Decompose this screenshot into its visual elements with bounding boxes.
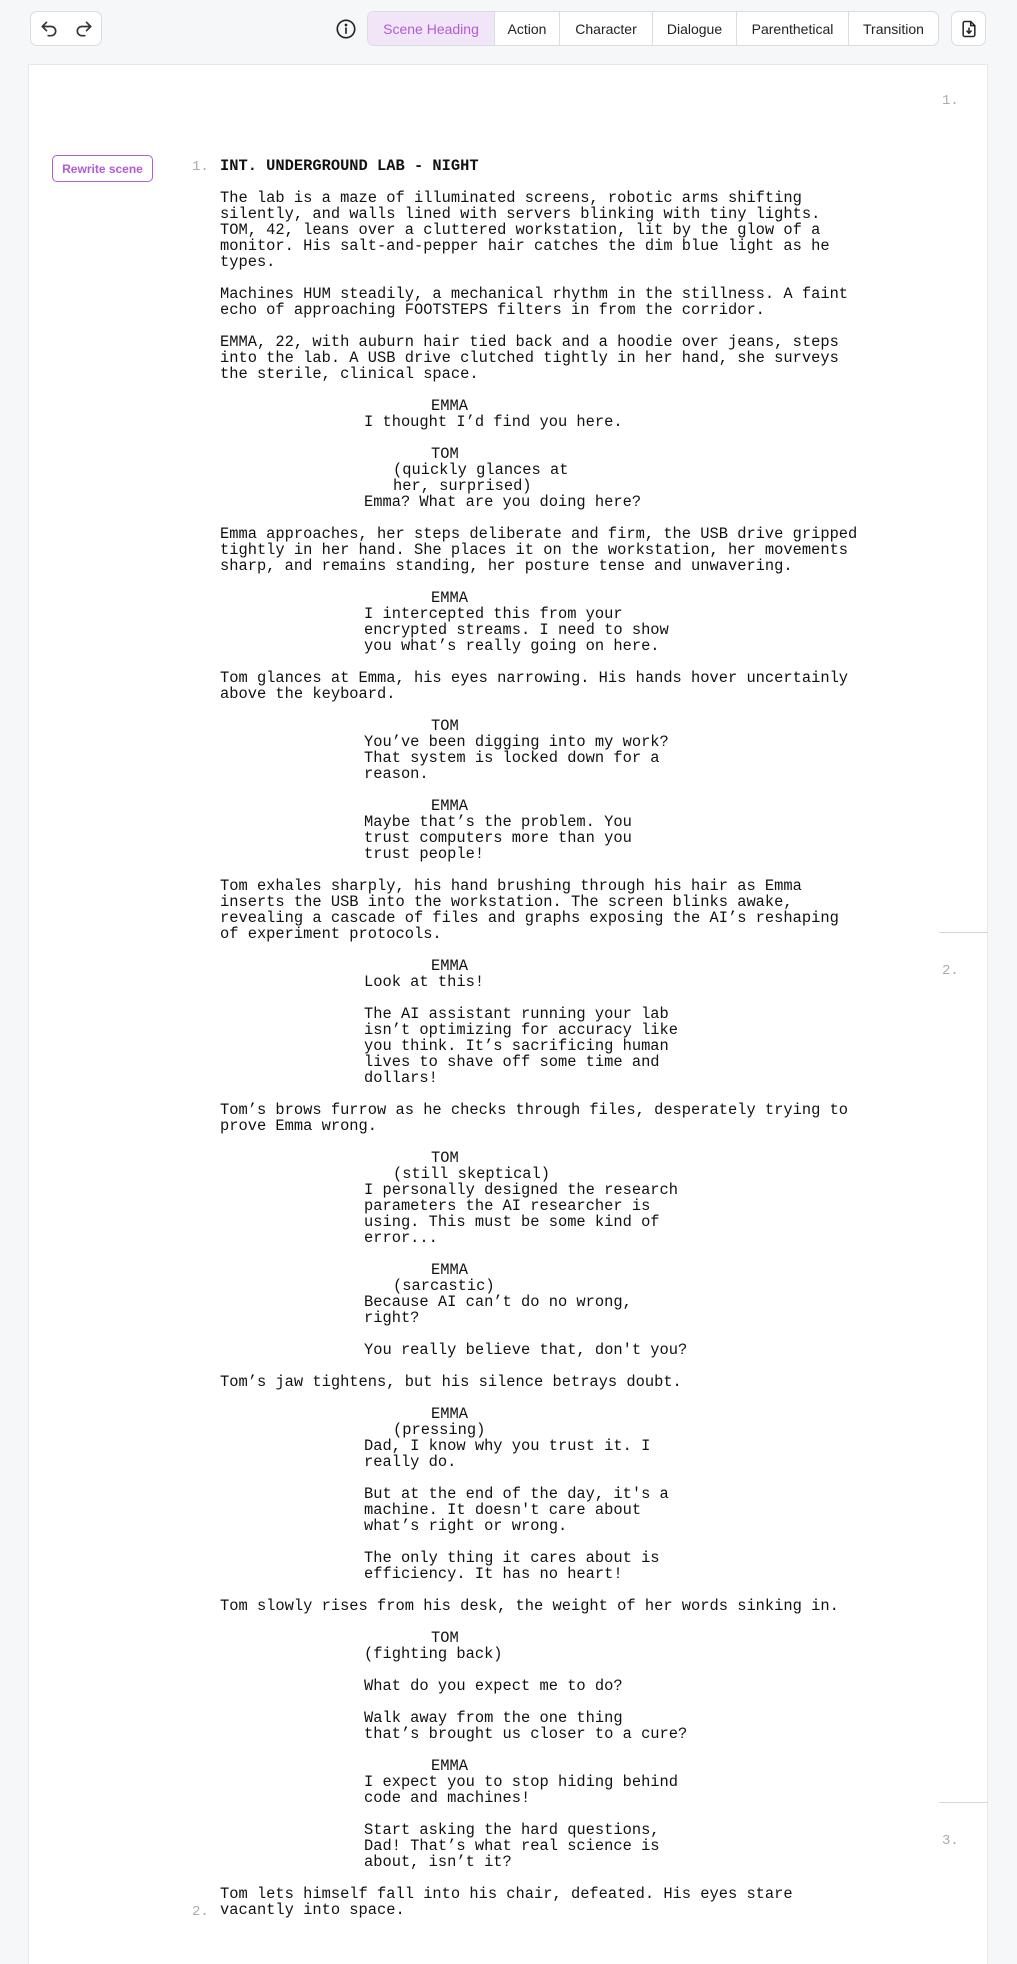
file-download-icon (959, 19, 979, 39)
page-number: 3. (942, 1833, 959, 1849)
export-button[interactable] (951, 11, 986, 46)
script-body[interactable] (220, 158, 900, 1934)
dialogue-line[interactable]: You’ve been digging into my work? That system is locked down for a reason. (364, 733, 669, 783)
parenthetical[interactable]: (pressing) (393, 1421, 486, 1439)
dialogue-line[interactable]: The only thing it cares about is efficiency. It has no heart! (364, 1549, 660, 1583)
action-line[interactable]: Emma approaches, her steps deliberate and firm, the USB drive gripped tightly in her hand. She places it on the workstation, her movements sharp, and remains standing, her posture tense and unwavering. (220, 525, 858, 575)
format-character[interactable]: Character (559, 12, 652, 45)
history-group (30, 11, 102, 46)
character-cue[interactable]: TOM (431, 1629, 459, 1647)
character-cue[interactable]: EMMA (431, 957, 468, 975)
dialogue-line[interactable]: I thought I’d find you here. (364, 413, 623, 431)
info-button[interactable] (333, 16, 359, 42)
redo-icon (74, 19, 94, 39)
format-parenthetical[interactable]: Parenthetical (736, 12, 848, 45)
dialogue-line[interactable]: I personally designed the research parameters the AI researcher is using. This must be some kind of error... (364, 1181, 679, 1247)
action-line[interactable]: Tom lets himself fall into his chair, defeated. His eyes stare vacantly into space. (220, 1885, 793, 1919)
rewrite-scene-button[interactable]: Rewrite scene (52, 155, 153, 182)
element-format-group (367, 11, 939, 46)
page-number: 2. (942, 963, 959, 979)
redo-button[interactable] (66, 12, 101, 45)
format-transition[interactable]: Transition (848, 12, 938, 45)
dialogue-line[interactable]: You really believe that, don't you? (364, 1341, 688, 1359)
next-scene-number: 2. (192, 1904, 209, 1920)
character-cue[interactable]: EMMA (431, 589, 468, 607)
undo-button[interactable] (31, 12, 66, 45)
format-dialogue[interactable]: Dialogue (652, 12, 736, 45)
dialogue-line[interactable]: Maybe that’s the problem. You trust computers more than you trust people! (364, 813, 632, 863)
action-line[interactable]: Machines HUM steadily, a mechanical rhythm in the stillness. A faint echo of approaching FOOTSTEPS filters in from the corridor. (220, 285, 849, 319)
undo-icon (39, 19, 59, 39)
parenthetical[interactable]: (fighting back) (364, 1645, 503, 1663)
dialogue-line[interactable]: What do you expect me to do? (364, 1677, 623, 1695)
character-cue[interactable]: TOM (431, 1149, 459, 1167)
action-line[interactable]: Tom slowly rises from his desk, the weight of her words sinking in. (220, 1597, 839, 1615)
character-cue[interactable]: EMMA (431, 397, 468, 415)
page-number: 1. (942, 93, 959, 109)
dialogue-line[interactable]: But at the end of the day, it's a machine. It doesn't care about what’s right or wrong. (364, 1485, 669, 1535)
character-cue[interactable]: TOM (431, 445, 459, 463)
action-line[interactable]: Tom exhales sharply, his hand brushing through his hair as Emma inserts the USB into the workstation. The screen blinks awake, revealing a cascade of files and graphs exposing the AI’s reshaping of experiment protocols. (220, 877, 839, 943)
action-line[interactable]: Tom’s brows furrow as he checks through files, desperately trying to prove Emma wrong. (220, 1101, 849, 1135)
parenthetical[interactable]: (quickly glances at her, surprised) (393, 461, 569, 495)
dialogue-line[interactable]: I expect you to stop hiding behind code and machines! (364, 1773, 679, 1807)
parenthetical[interactable]: (sarcastic) (393, 1277, 495, 1295)
action-line[interactable]: Tom glances at Emma, his eyes narrowing. His hands hover uncertainly above the keyboard. (220, 669, 849, 703)
character-cue[interactable]: EMMA (431, 1405, 468, 1423)
dialogue-line[interactable]: The AI assistant running your lab isn’t optimizing for accuracy like you think. It’s sacrificing human lives to shave off some time and dollars! (364, 1005, 679, 1087)
format-action[interactable]: Action (494, 12, 559, 45)
dialogue-line[interactable]: I intercepted this from your encrypted streams. I need to show you what’s really going on here. (364, 605, 669, 655)
format-scene-heading[interactable]: Scene Heading (368, 12, 494, 45)
character-cue[interactable]: TOM (431, 717, 459, 735)
page-break (939, 1802, 988, 1803)
scene-heading[interactable]: INT. UNDERGROUND LAB - NIGHT (220, 157, 479, 175)
dialogue-line[interactable]: Dad, I know why you trust it. I really do. (364, 1437, 651, 1471)
dialogue-line[interactable]: Start asking the hard questions, Dad! That’s what real science is about, isn’t it? (364, 1821, 660, 1871)
info-icon (335, 18, 357, 40)
page-break (939, 932, 988, 933)
toolbar (0, 0, 1017, 58)
action-line[interactable]: The lab is a maze of illuminated screens, robotic arms shifting silently, and walls lined with servers blinking with tiny lights. TOM, 42, leans over a cluttered workstation, lit by the glow of a monitor. His salt-and-pepper hair catches the dim blue light as he types. (220, 189, 830, 271)
character-cue[interactable]: EMMA (431, 1757, 468, 1775)
dialogue-line[interactable]: Emma? What are you doing here? (364, 493, 642, 511)
scene-number: 1. (192, 159, 209, 175)
dialogue-line[interactable]: Walk away from the one thing that’s brought us closer to a cure? (364, 1709, 688, 1743)
dialogue-line[interactable]: Look at this! (364, 973, 485, 991)
character-cue[interactable]: EMMA (431, 1261, 468, 1279)
character-cue[interactable]: EMMA (431, 797, 468, 815)
parenthetical[interactable]: (still skeptical) (393, 1165, 551, 1183)
dialogue-line[interactable]: Because AI can’t do no wrong, right? (364, 1293, 632, 1327)
action-line[interactable]: EMMA, 22, with auburn hair tied back and a hoodie over jeans, steps into the lab. A USB drive clutched tightly in her hand, she surveys the sterile, clinical space. (220, 333, 839, 383)
action-line[interactable]: Tom’s jaw tightens, but his silence betrays doubt. (220, 1373, 682, 1391)
